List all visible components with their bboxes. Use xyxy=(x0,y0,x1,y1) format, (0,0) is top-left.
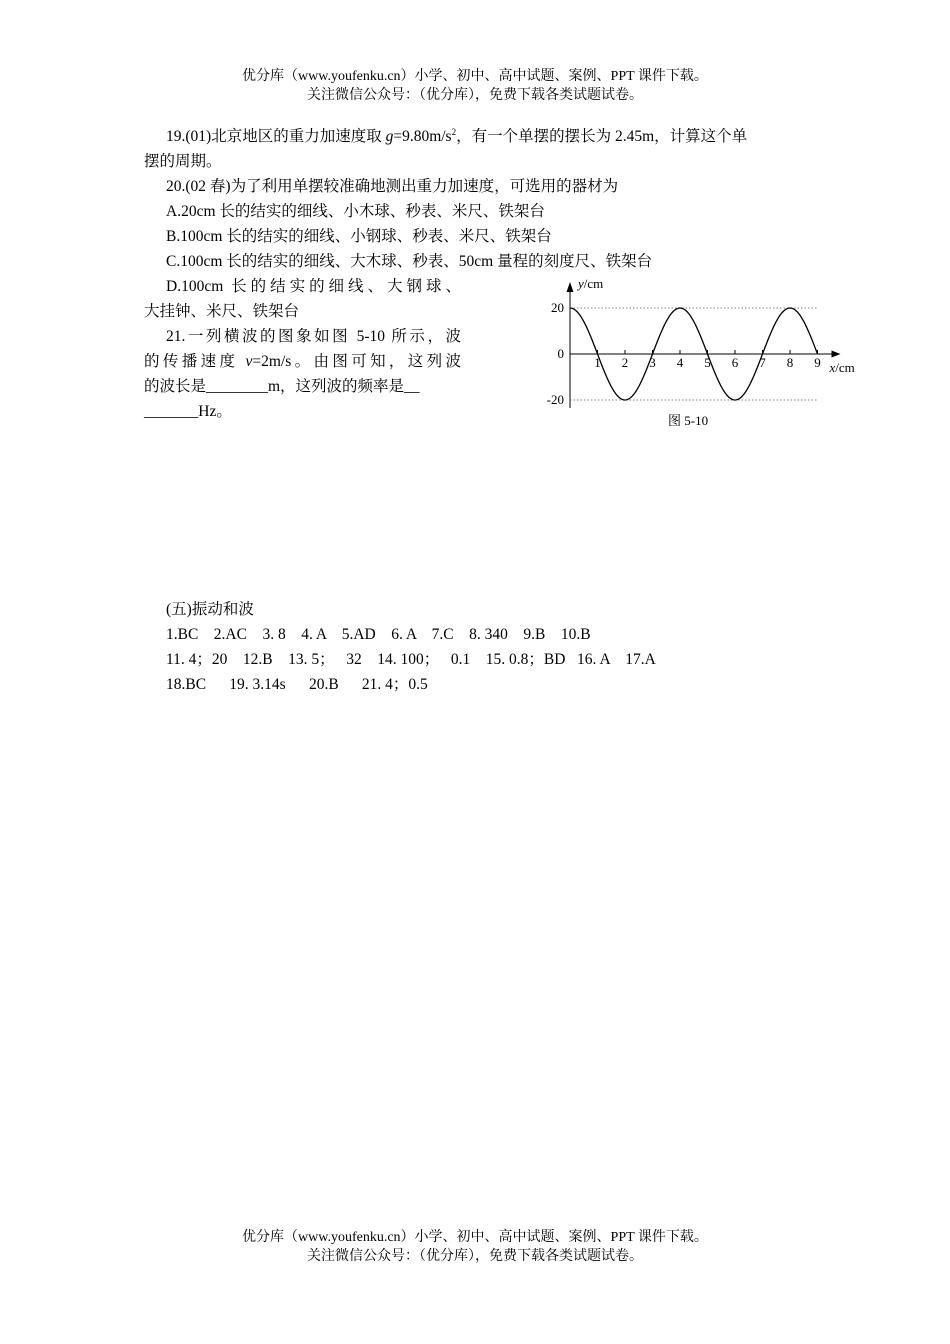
x-tick-label: 6 xyxy=(731,355,739,370)
question-20-option-d-line-1: D.100cm 长的结实的细线、大钢球、 xyxy=(166,278,461,295)
q21-text-b: =2m/s。由图可知，这列波 xyxy=(252,353,461,370)
question-20-option-d-line-2: 大挂钟、米尺、铁架台 xyxy=(144,303,300,320)
q19-g-symbol: g xyxy=(385,128,394,145)
question-20-option-c: C.100cm 长的结实的细线、大木球、秒表、50cm 量程的刻度尺、铁架台 xyxy=(166,253,653,270)
question-20-option-b: B.100cm 长的结实的细线、小钢球、秒表、米尺、铁架台 xyxy=(166,228,552,245)
page-footer-line-2: 关注微信公众号：（优分库），免费下载各类试题试卷。 xyxy=(307,1249,643,1264)
x-tick-label: 8 xyxy=(786,355,794,370)
question-21-line-4: _______Hz。 xyxy=(144,403,232,420)
q21-text-a: 的传播速度 xyxy=(144,353,246,370)
question-20-option-a: A.20cm 长的结实的细线、小木球、秒表、米尺、铁架台 xyxy=(166,203,545,220)
q19-exponent: 2 xyxy=(451,127,457,137)
x-tick-label: 4 xyxy=(676,355,684,370)
question-21-line-1: 21.一列横波的图象如图 5-10 所示，波 xyxy=(166,328,461,345)
x-tick-label: 9 xyxy=(814,355,821,370)
q19-text-b: =9.80m/s xyxy=(393,128,452,145)
x-tick-label: 7 xyxy=(759,355,766,370)
figure-caption: 图 5-10 xyxy=(668,413,709,428)
y-tick-label: -20 xyxy=(546,392,564,407)
q19-text-a: 19.(01)北京地区的重力加速度取 xyxy=(166,128,386,145)
answers-row-3: 18.BC 19. 3.14s 20.B 21. 4；0.5 xyxy=(166,676,428,693)
x-tick-label: 3 xyxy=(649,355,656,370)
answers-row-2: 11. 4；20 12.B 13. 5； 32 14. 100； 0.1 15. 0.8；BD 16. A 17.A xyxy=(166,651,656,668)
y-axis-label: y/cm xyxy=(578,276,604,291)
question-20-stem: 20.(02 春)为了利用单摆较准确地测出重力加速度，可选用的器材为 xyxy=(166,178,619,195)
x-axis-label: x/cm xyxy=(829,360,855,375)
question-19-line-1 xyxy=(166,124,747,149)
x-tick-label: 2 xyxy=(621,355,629,370)
answers-row-1: 1.BC 2.AC 3. 8 4. A 5.AD 6. A 7.C 8. 340 9.B 10.B xyxy=(166,626,591,643)
question-21-line-3: 的波长是________m，这列波的频率是__ xyxy=(144,378,420,395)
page-header-line-1: 优分库（www.youfenku.cn）小学、初中、高中试题、案例、PPT 课件下载。 xyxy=(242,69,708,84)
y-tick-label: 0 xyxy=(557,346,564,361)
y-axis-arrow xyxy=(567,282,574,292)
question-19-line-2: 摆的周期。 xyxy=(144,153,222,170)
wave-chart xyxy=(540,272,870,412)
x-tick-label: 1 xyxy=(594,355,601,370)
answers-heading: (五)振动和波 xyxy=(166,601,254,618)
y-tick-label: 20 xyxy=(551,300,564,315)
q19-text-c: ，有一个单摆的摆长为 2.45m，计算这个单 xyxy=(456,128,748,145)
page-footer-line-1: 优分库（www.youfenku.cn）小学、初中、高中试题、案例、PPT 课件下载。 xyxy=(242,1230,708,1245)
q21-v-symbol: v xyxy=(245,353,253,370)
question-21-line-2 xyxy=(144,349,461,374)
x-axis-arrow xyxy=(832,351,841,358)
page-header-line-2: 关注微信公众号：（优分库），免费下载各类试题试卷。 xyxy=(307,88,643,103)
x-tick-label: 5 xyxy=(704,355,711,370)
